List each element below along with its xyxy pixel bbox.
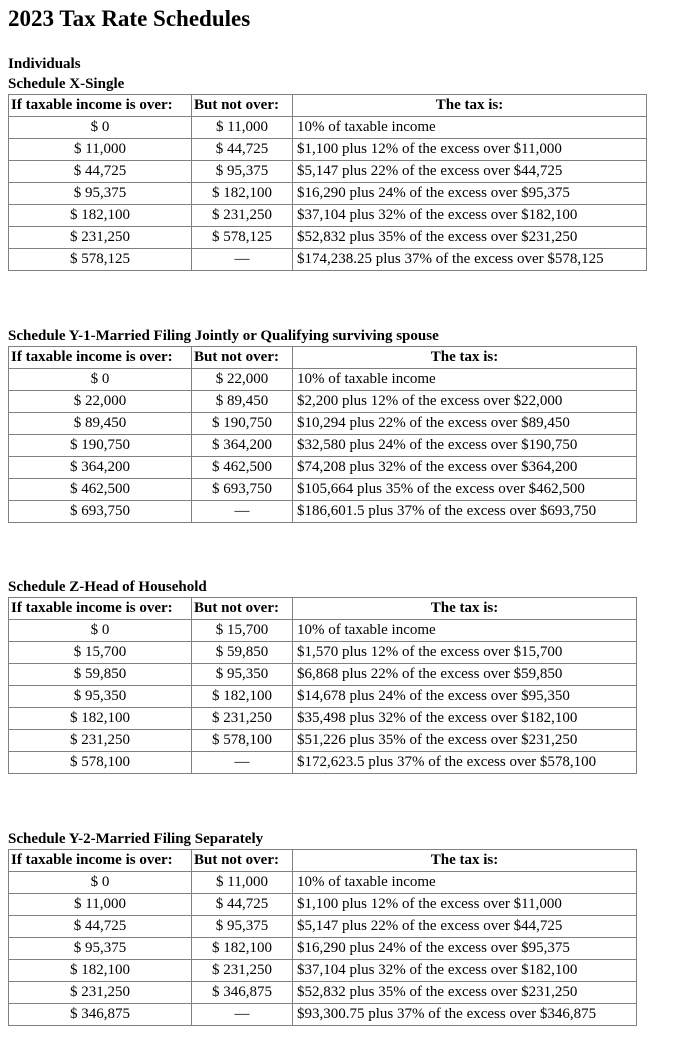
bracket-over-cell: $ 0 [9,620,192,642]
bracket-over-cell: $ 95,375 [9,938,192,960]
table-row [9,435,637,457]
header-not-over: But not over: [192,347,293,369]
header-over: If taxable income is over: [9,95,192,117]
bracket-not-over-cell: — [192,501,293,523]
schedule-x-title: Schedule X-Single [8,76,125,92]
schedule-z-section [8,577,637,774]
bracket-over-cell: $ 89,450 [9,413,192,435]
tax-formula-cell: $174,238.25 plus 37% of the excess over $578,125 [293,249,647,271]
bracket-not-over-cell: $ 44,725 [192,139,293,161]
bracket-over-cell: $ 231,250 [9,982,192,1004]
header-tax: The tax is: [293,598,637,620]
bracket-not-over-cell: $ 346,875 [192,982,293,1004]
schedule-z-table [8,597,637,774]
bracket-not-over-cell: $ 22,000 [192,369,293,391]
bracket-over-cell: $ 190,750 [9,435,192,457]
tax-formula-cell: $93,300.75 plus 37% of the excess over $346,875 [293,1004,637,1026]
table-row [9,894,637,916]
header-not-over: But not over: [192,850,293,872]
bracket-over-cell: $ 0 [9,872,192,894]
tax-formula-cell: $105,664 plus 35% of the excess over $462,500 [293,479,637,501]
bracket-over-cell: $ 15,700 [9,642,192,664]
bracket-over-cell: $ 0 [9,117,192,139]
table-row [9,730,637,752]
table-row [9,501,637,523]
schedule-y2-title: Schedule Y-2-Married Filing Separately [8,831,264,847]
bracket-not-over-cell: $ 95,375 [192,916,293,938]
table-row [9,916,637,938]
tax-formula-cell: $5,147 plus 22% of the excess over $44,725 [293,916,637,938]
header-tax: The tax is: [293,850,637,872]
tax-formula-cell: $1,570 plus 12% of the excess over $15,700 [293,642,637,664]
bracket-over-cell: $ 182,100 [9,708,192,730]
tax-formula-cell: $16,290 plus 24% of the excess over $95,375 [293,938,637,960]
schedule-x-table [8,94,647,271]
bracket-over-cell: $ 231,250 [9,227,192,249]
bracket-not-over-cell: $ 231,250 [192,960,293,982]
header-not-over: But not over: [192,95,293,117]
tax-formula-cell: $172,623.5 plus 37% of the excess over $578,100 [293,752,637,774]
table-row [9,457,637,479]
bracket-over-cell: $ 95,350 [9,686,192,708]
bracket-over-cell: $ 182,100 [9,205,192,227]
page-title: 2023 Tax Rate Schedules [8,6,251,31]
bracket-over-cell: $ 0 [9,369,192,391]
table-row [9,1004,637,1026]
tax-formula-cell: $1,100 plus 12% of the excess over $11,000 [293,894,637,916]
bracket-not-over-cell: — [192,1004,293,1026]
table-row [9,872,637,894]
table-row [9,205,647,227]
bracket-not-over-cell: $ 15,700 [192,620,293,642]
bracket-over-cell: $ 578,125 [9,249,192,271]
tax-formula-cell: $35,498 plus 32% of the excess over $182,100 [293,708,637,730]
schedule-y1-title: Schedule Y-1-Married Filing Jointly or Qualifying surviving spouse [8,328,439,344]
bracket-over-cell: $ 44,725 [9,916,192,938]
table-row [9,249,647,271]
table-row [9,161,647,183]
bracket-not-over-cell: $ 578,100 [192,730,293,752]
bracket-over-cell: $ 11,000 [9,139,192,161]
table-row [9,227,647,249]
tax-formula-cell: $37,104 plus 32% of the excess over $182,100 [293,205,647,227]
schedule-z-title: Schedule Z-Head of Household [8,579,207,595]
bracket-not-over-cell: $ 182,100 [192,183,293,205]
tax-formula-cell: $37,104 plus 32% of the excess over $182,100 [293,960,637,982]
bracket-not-over-cell: — [192,249,293,271]
bracket-over-cell: $ 364,200 [9,457,192,479]
tax-formula-cell: 10% of taxable income [293,872,637,894]
table-row [9,183,647,205]
bracket-not-over-cell: $ 364,200 [192,435,293,457]
header-tax: The tax is: [293,347,637,369]
bracket-over-cell: $ 44,725 [9,161,192,183]
table-row [9,642,637,664]
header-not-over: But not over: [192,598,293,620]
tax-formula-cell: $14,678 plus 24% of the excess over $95,350 [293,686,637,708]
table-row [9,664,637,686]
bracket-over-cell: $ 693,750 [9,501,192,523]
bracket-not-over-cell: $ 59,850 [192,642,293,664]
tax-formula-cell: $5,147 plus 22% of the excess over $44,725 [293,161,647,183]
bracket-not-over-cell: $ 231,250 [192,708,293,730]
bracket-not-over-cell: $ 89,450 [192,391,293,413]
bracket-over-cell: $ 182,100 [9,960,192,982]
header-tax: The tax is: [293,95,647,117]
bracket-over-cell: $ 462,500 [9,479,192,501]
table-row [9,139,647,161]
bracket-not-over-cell: $ 578,125 [192,227,293,249]
tax-formula-cell: $52,832 plus 35% of the excess over $231,250 [293,227,647,249]
bracket-not-over-cell: $ 190,750 [192,413,293,435]
bracket-over-cell: $ 59,850 [9,664,192,686]
bracket-not-over-cell: $ 11,000 [192,872,293,894]
schedule-y2-section [8,829,637,1026]
bracket-over-cell: $ 231,250 [9,730,192,752]
tax-formula-cell: $186,601.5 plus 37% of the excess over $693,750 [293,501,637,523]
tax-formula-cell: $2,200 plus 12% of the excess over $22,000 [293,391,637,413]
bracket-not-over-cell: $ 182,100 [192,938,293,960]
tax-formula-cell: $51,226 plus 35% of the excess over $231,250 [293,730,637,752]
bracket-not-over-cell: $ 182,100 [192,686,293,708]
bracket-not-over-cell: $ 11,000 [192,117,293,139]
tax-formula-cell: $52,832 plus 35% of the excess over $231,250 [293,982,637,1004]
table-row [9,117,647,139]
bracket-over-cell: $ 95,375 [9,183,192,205]
header-over: If taxable income is over: [9,347,192,369]
table-row [9,708,637,730]
header-over: If taxable income is over: [9,598,192,620]
bracket-not-over-cell: $ 462,500 [192,457,293,479]
tax-formula-cell: 10% of taxable income [293,117,647,139]
tax-formula-cell: $1,100 plus 12% of the excess over $11,000 [293,139,647,161]
tax-formula-cell: $10,294 plus 22% of the excess over $89,450 [293,413,637,435]
table-row [9,752,637,774]
table-row [9,620,637,642]
bracket-not-over-cell: $ 231,250 [192,205,293,227]
schedule-x-section [8,54,647,271]
tax-formula-cell: 10% of taxable income [293,620,637,642]
table-row [9,479,637,501]
tax-formula-cell: $74,208 plus 32% of the excess over $364,200 [293,457,637,479]
bracket-over-cell: $ 11,000 [9,894,192,916]
schedule-y1-section [8,326,637,523]
table-row [9,982,637,1004]
schedule-y1-table [8,346,637,523]
tax-formula-cell: $32,580 plus 24% of the excess over $190,750 [293,435,637,457]
bracket-not-over-cell: $ 95,375 [192,161,293,183]
bracket-over-cell: $ 22,000 [9,391,192,413]
bracket-over-cell: $ 346,875 [9,1004,192,1026]
tax-formula-cell: $6,868 plus 22% of the excess over $59,850 [293,664,637,686]
bracket-not-over-cell: $ 693,750 [192,479,293,501]
table-row [9,369,637,391]
table-row [9,413,637,435]
bracket-not-over-cell: $ 95,350 [192,664,293,686]
individuals-label: Individuals [8,56,81,72]
bracket-over-cell: $ 578,100 [9,752,192,774]
table-row [9,686,637,708]
tax-formula-cell: $16,290 plus 24% of the excess over $95,375 [293,183,647,205]
table-row [9,391,637,413]
bracket-not-over-cell: $ 44,725 [192,894,293,916]
tax-formula-cell: 10% of taxable income [293,369,637,391]
header-over: If taxable income is over: [9,850,192,872]
table-row [9,960,637,982]
schedule-y2-table [8,849,637,1026]
table-row [9,938,637,960]
bracket-not-over-cell: — [192,752,293,774]
